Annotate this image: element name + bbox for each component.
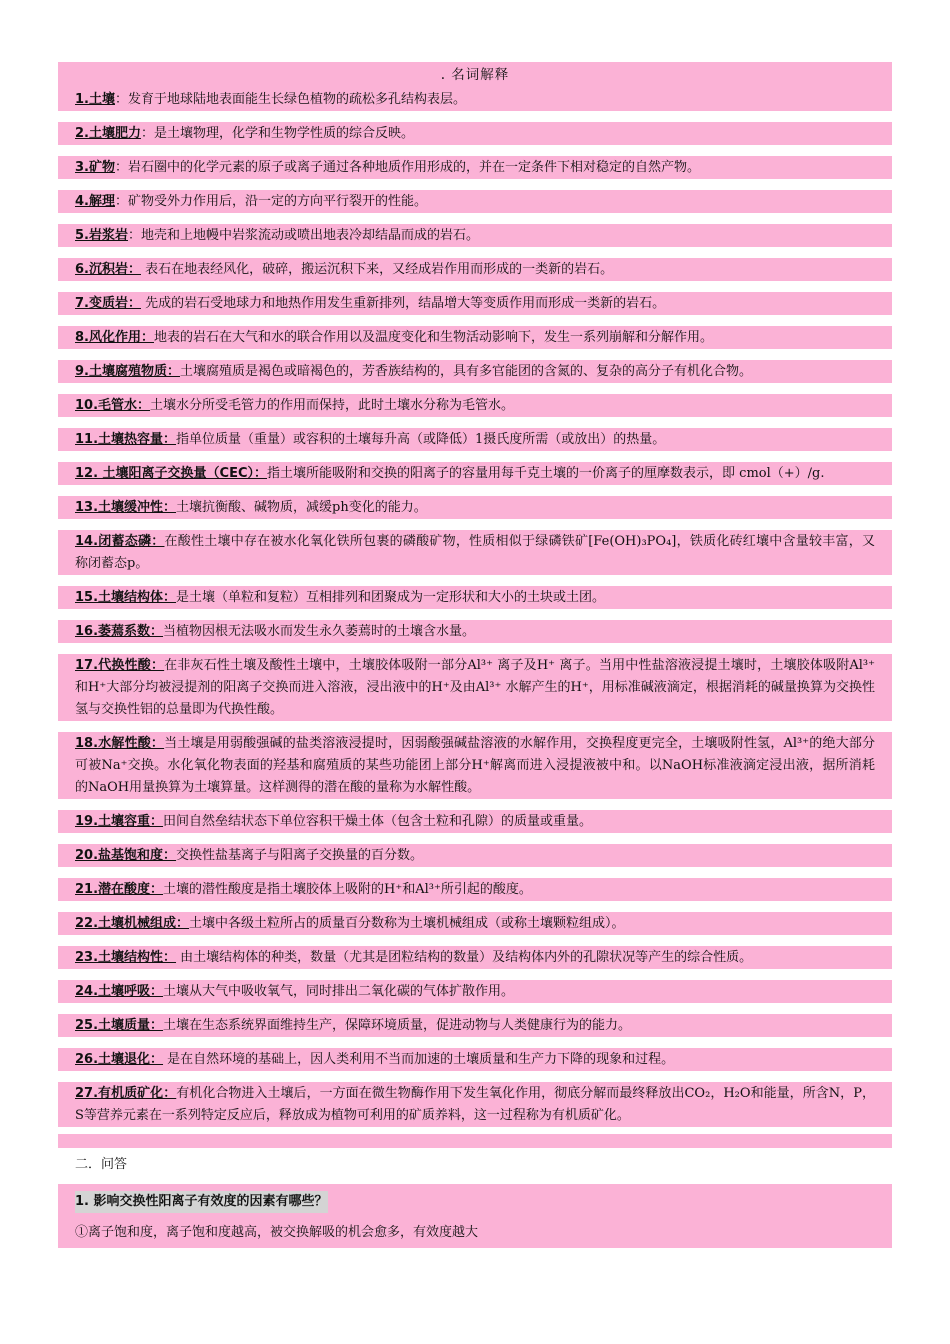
definition-text: ：发育于地球陆地表面能生长绿色植物的疏松多孔结构表层。 bbox=[114, 92, 466, 107]
definition-text: 在酸性土壤中存在被水化氧化铁所包裹的磷酸矿物，性质相似于绿磷铁矿[Fe(OH)₃PO₄]，铁质化砖红壤中含量较丰富，又称闭蓄态p。 bbox=[75, 534, 875, 571]
definition-entry bbox=[58, 1014, 892, 1037]
definition-entry bbox=[58, 122, 892, 145]
definition-list bbox=[58, 88, 892, 1127]
section-title-qa: 二．问答 bbox=[58, 1154, 892, 1176]
definition-entry bbox=[58, 190, 892, 213]
definition-term: 22.土壤机械组成： bbox=[75, 916, 190, 931]
definition-entry bbox=[58, 258, 892, 281]
definition-text: 交换性盐基离子与阳离子交换量的百分数。 bbox=[176, 848, 424, 863]
section-title-definitions: . 名词解释 bbox=[58, 62, 892, 88]
definition-term: 6.沉积岩： bbox=[75, 262, 141, 277]
definition-term: 11.土壤热容量： bbox=[75, 432, 177, 447]
definition-text: 当植物因根无法吸水而发生永久萎蔫时的土壤含水量。 bbox=[163, 624, 476, 639]
definition-entry bbox=[58, 586, 892, 609]
definition-term: 8.风化作用： bbox=[75, 330, 154, 345]
definition-term: 24.土壤呼吸： bbox=[75, 984, 164, 999]
definition-term: 13.土壤缓冲性： bbox=[75, 500, 177, 515]
definition-entry bbox=[58, 428, 892, 451]
definition-term: 3.矿物 bbox=[75, 160, 115, 175]
definition-entry bbox=[58, 980, 892, 1003]
definition-entry bbox=[58, 1048, 892, 1071]
definition-text: 土壤从大气中吸收氧气，同时排出二氧化碳的气体扩散作用。 bbox=[163, 984, 515, 999]
definition-entry bbox=[58, 88, 892, 111]
definition-term: 21.潜在酸度： bbox=[75, 882, 164, 897]
definition-text: 有机化合物进入土壤后，一方面在微生物酶作用下发生氧化作用，彻底分解而最终释放出CO₂，H₂O和能量，所含N，P，S等营养元素在一系列特定反应后，释放成为植物可利用的矿质养料，这一过程称为有机质矿化。 bbox=[75, 1086, 875, 1123]
definition-term: 27.有机质矿化： bbox=[75, 1086, 177, 1101]
definition-term: 2.土壤肥力 bbox=[75, 126, 141, 141]
definition-entry bbox=[58, 732, 892, 799]
definition-entry bbox=[58, 224, 892, 247]
definition-text: 是在自然环境的基础上，因人类利用不当而加速的土壤质量和生产力下降的现象和过程。 bbox=[163, 1052, 675, 1067]
definition-entry bbox=[58, 654, 892, 721]
definition-text: 田间自然垒结状态下单位容积干燥土体（包含土粒和孔隙）的质量或重量。 bbox=[163, 814, 593, 829]
definition-entry bbox=[58, 1082, 892, 1127]
definition-term: 16.萎蔫系数： bbox=[75, 624, 164, 639]
definition-text: 指土壤所能吸附和交换的阳离子的容量用每千克土壤的一价离子的厘摩数表示，即 cmol（+）/g. bbox=[267, 466, 825, 481]
definition-entry bbox=[58, 292, 892, 315]
definition-term: 20.盐基饱和度： bbox=[75, 848, 177, 863]
definition-entry bbox=[58, 326, 892, 349]
divider-band bbox=[58, 1134, 892, 1148]
definition-term: 26.土壤退化： bbox=[75, 1052, 164, 1067]
definition-entry bbox=[58, 462, 892, 485]
definition-text: ：岩石圈中的化学元素的原子或离子通过各种地质作用形成的，并在一定条件下相对稳定的自然产物。 bbox=[114, 160, 700, 175]
definition-text: 土壤中各级土粒所占的质量百分数称为土壤机械组成（或称土壤颗粒组成）。 bbox=[189, 916, 625, 931]
definition-entry bbox=[58, 878, 892, 901]
definition-term: 5.岩浆岩 bbox=[75, 228, 128, 243]
definition-text: ：是土壤物理，化学和生物学性质的综合反映。 bbox=[140, 126, 414, 141]
definition-entry bbox=[58, 360, 892, 383]
definition-text: 在非灰石性土壤及酸性土壤中，土壤胶体吸附一部分Al³⁺ 离子及H⁺ 离子。当用中性盐溶液浸提土壤时，土壤胶体吸附Al³⁺和H⁺大部分均被浸提剂的阳离子交换而进入溶液，浸出液中的H⁺及由Al³⁺ 水解产生的H⁺，用标准碱液滴定，根据消耗的碱量换算为交换性氢与交换性铝的总量即为代换性酸。 bbox=[75, 658, 876, 717]
definition-term: 7.变质岩： bbox=[75, 296, 141, 311]
definition-term: 10.毛管水： bbox=[75, 398, 151, 413]
definition-term: 9.土壤腐殖物质： bbox=[75, 364, 180, 379]
definition-term: 25.土壤质量： bbox=[75, 1018, 164, 1033]
answer-block bbox=[58, 1219, 892, 1248]
definition-term: 14.闭蓄态磷： bbox=[75, 534, 165, 549]
definition-text: 土壤的潜性酸度是指土壤胶体上吸附的H⁺和Al³⁺所引起的酸度。 bbox=[163, 882, 532, 897]
definition-entry bbox=[58, 394, 892, 417]
definition-text: 先成的岩石受地球力和地热作用发生重新排列，结晶增大等变质作用而形成一类新的岩石。 bbox=[140, 296, 666, 311]
definition-term: 1.土壤 bbox=[75, 92, 115, 107]
definition-text: 土壤抗衡酸、碱物质，减缓ph变化的能力。 bbox=[176, 500, 427, 515]
definition-text: 土壤在生态系统界面维持生产，保障环境质量，促进动物与人类健康行为的能力。 bbox=[163, 1018, 632, 1033]
definition-text: ：矿物受外力作用后，沿一定的方向平行裂开的性能。 bbox=[114, 194, 427, 209]
definition-text: 土壤水分所受毛管力的作用而保持，此时土壤水分称为毛管水。 bbox=[150, 398, 515, 413]
question-1: 1. 影响交换性阳离子有效度的因素有哪些？ bbox=[75, 1191, 328, 1213]
definition-term: 12. 土壤阳离子交换量（CEC）： bbox=[75, 466, 268, 481]
definition-text: 是土壤（单粒和复粒）互相排列和团聚成为一定形状和大小的土块或土团。 bbox=[176, 590, 606, 605]
definition-entry bbox=[58, 496, 892, 519]
definition-term: 23.土壤结构性： bbox=[75, 950, 177, 965]
definition-term: 18.水解性酸： bbox=[75, 736, 165, 751]
definition-text: 由土壤结构体的种类，数量（尤其是团粒结构的数量）及结构体内外的孔隙状况等产生的综合性质。 bbox=[176, 950, 753, 965]
definition-entry bbox=[58, 946, 892, 969]
definition-text: ：地壳和上地幔中岩浆流动或喷出地表冷却结晶而成的岩石。 bbox=[127, 228, 479, 243]
question-block bbox=[58, 1184, 892, 1219]
definition-entry bbox=[58, 912, 892, 935]
definition-entry bbox=[58, 620, 892, 643]
definition-term: 4.解理 bbox=[75, 194, 115, 209]
definition-term: 17.代换性酸： bbox=[75, 658, 165, 673]
definition-text: 土壤腐殖质是褐色或暗褐色的，芳香族结构的，具有多官能团的含氮的、复杂的高分子有机化合物。 bbox=[179, 364, 752, 379]
definition-entry bbox=[58, 156, 892, 179]
definition-term: 19.土壤容重： bbox=[75, 814, 164, 829]
answer-1-item-1: ①离子饱和度，离子饱和度越高，被交换解吸的机会愈多，有效度越大 bbox=[75, 1225, 479, 1240]
definition-text: 指单位质量（重量）或容积的土壤每升高（或降低）1摄氏度所需（或放出）的热量。 bbox=[176, 432, 666, 447]
document-page bbox=[58, 62, 892, 1248]
definition-text: 表石在地表经风化，破碎，搬运沉积下来，又经成岩作用而形成的一类新的岩石。 bbox=[140, 262, 614, 277]
definition-text: 当土壤是用弱酸强碱的盐类溶液浸提时，因弱酸强碱盐溶液的水解作用，交换程度更完全，土壤吸附性氢，Al³⁺的绝大部分可被Na⁺交换。水化氧化物表面的羟基和腐殖质的某些功能团上部分H⁺解离而进入浸提液被中和。以NaOH标准液滴定浸出液，据所消耗的NaOH用量换算为土壤算量。这样测得的潜在酸的量称为水解性酸。 bbox=[75, 736, 876, 795]
definition-entry bbox=[58, 530, 892, 575]
definition-term: 15.土壤结构体： bbox=[75, 590, 177, 605]
definition-entry bbox=[58, 844, 892, 867]
definition-text: 地表的岩石在大气和水的联合作用以及温度变化和生物活动影响下，发生一系列崩解和分解作用。 bbox=[153, 330, 713, 345]
definition-entry bbox=[58, 810, 892, 833]
